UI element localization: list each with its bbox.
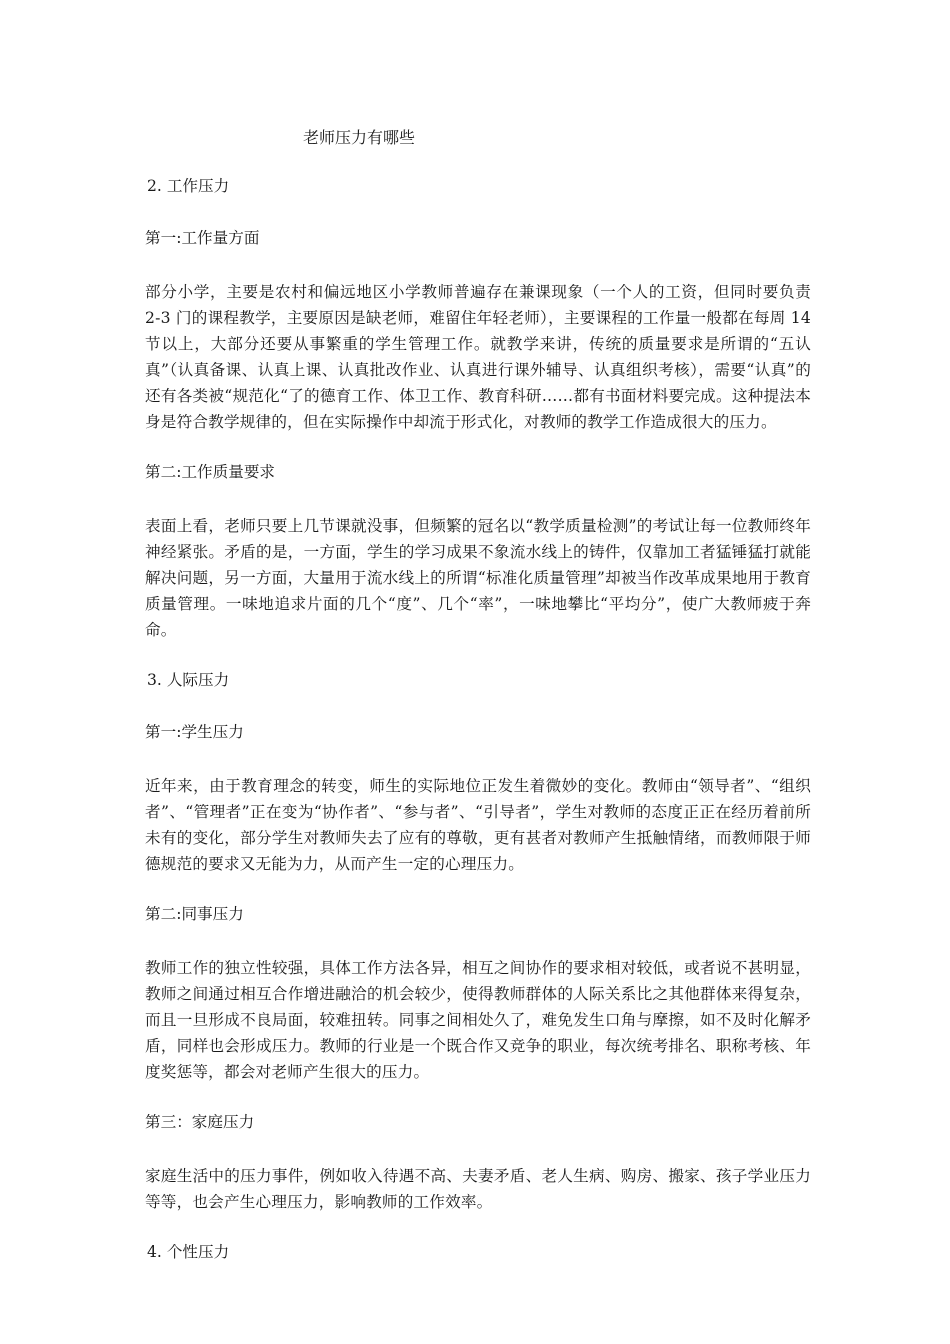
section-heading-personality: 4. 个性压力 — [147, 1243, 230, 1261]
subsection-heading-quality: 第二:工作质量要求 — [145, 463, 276, 481]
document-body — [145, 175, 811, 1263]
paragraph-quality: 表面上看，老师只要上几节课就没事，但频繁的冠名以“教学质量检测”的考试让每一位教师终年神经紧张。矛盾的是，一方面，学生的学习成果不象流水线上的铸件，仅靠加工者猛锤猛打就能解决问题，另一方面，大量用于流水线上的所谓“标准化质量管理”却被当作改革成果地用于教育质量管理。一味地追求片面的几个“度”、几个“率”，一味地攀比“平均分”，使广大教师疲于奔命。 — [145, 517, 811, 639]
subsection-heading-family: 第三：家庭压力 — [145, 1113, 255, 1131]
paragraph-workload: 部分小学，主要是农村和偏远地区小学教师普遍存在兼课现象（一个人的工资，但同时要负责 2-3 门的课程教学，主要原因是缺老师，难留住年轻老师），主要课程的工作量一般都在每周 14 节以上，大部分还要从事繁重的学生管理工作。就教学来讲，传统的质量要求是所谓的“五认真”（认真备课、认真上课、认真批改作业、认真进行课外辅导、认真组织考核），需要“认真”的还有各类被“规范化“了的德育工作、体卫工作、教育科研……都有书面材料要完成。这种提法本身是符合教学规律的，但在实际操作中却流于形式化，对教师的教学工作造成很大的压力。 — [145, 283, 811, 431]
section-heading-interpersonal: 3. 人际压力 — [147, 671, 230, 689]
subsection-heading-colleagues: 第二:同事压力 — [145, 905, 244, 923]
paragraph-family: 家庭生活中的压力事件，例如收入待遇不高、夫妻矛盾、老人生病、购房、搬家、孩子学业压力等等，也会产生心理压力，影响教师的工作效率。 — [145, 1167, 811, 1211]
subsection-heading-workload: 第一:工作量方面 — [145, 229, 260, 247]
section-heading-work-pressure: 2. 工作压力 — [147, 177, 230, 195]
subsection-heading-students: 第一:学生压力 — [145, 723, 244, 741]
paragraph-colleagues: 教师工作的独立性较强，具体工作方法各异，相互之间协作的要求相对较低，或者说不甚明显，教师之间通过相互合作增进融洽的机会较少，使得教师群体的人际关系比之其他群体来得复杂，而且一旦形成不良局面，较难扭转。同事之间相处久了，难免发生口角与摩擦，如不及时化解矛盾，同样也会形成压力。教师的行业是一个既合作又竞争的职业，每次统考排名、职称考核、年度奖惩等，都会对老师产生很大的压力。 — [145, 959, 811, 1081]
document-title: 老师压力有哪些 — [303, 128, 416, 147]
paragraph-students: 近年来，由于教育理念的转变，师生的实际地位正发生着微妙的变化。教师由“领导者”、“组织者”、“管理者”正在变为“协作者”、“参与者”、“引导者”，学生对教师的态度正正在经历着前所未有的变化，部分学生对教师失去了应有的尊敬，更有甚者对教师产生抵触情绪，而教师限于师德规范的要求又无能为力，从而产生一定的心理压力。 — [145, 777, 811, 873]
